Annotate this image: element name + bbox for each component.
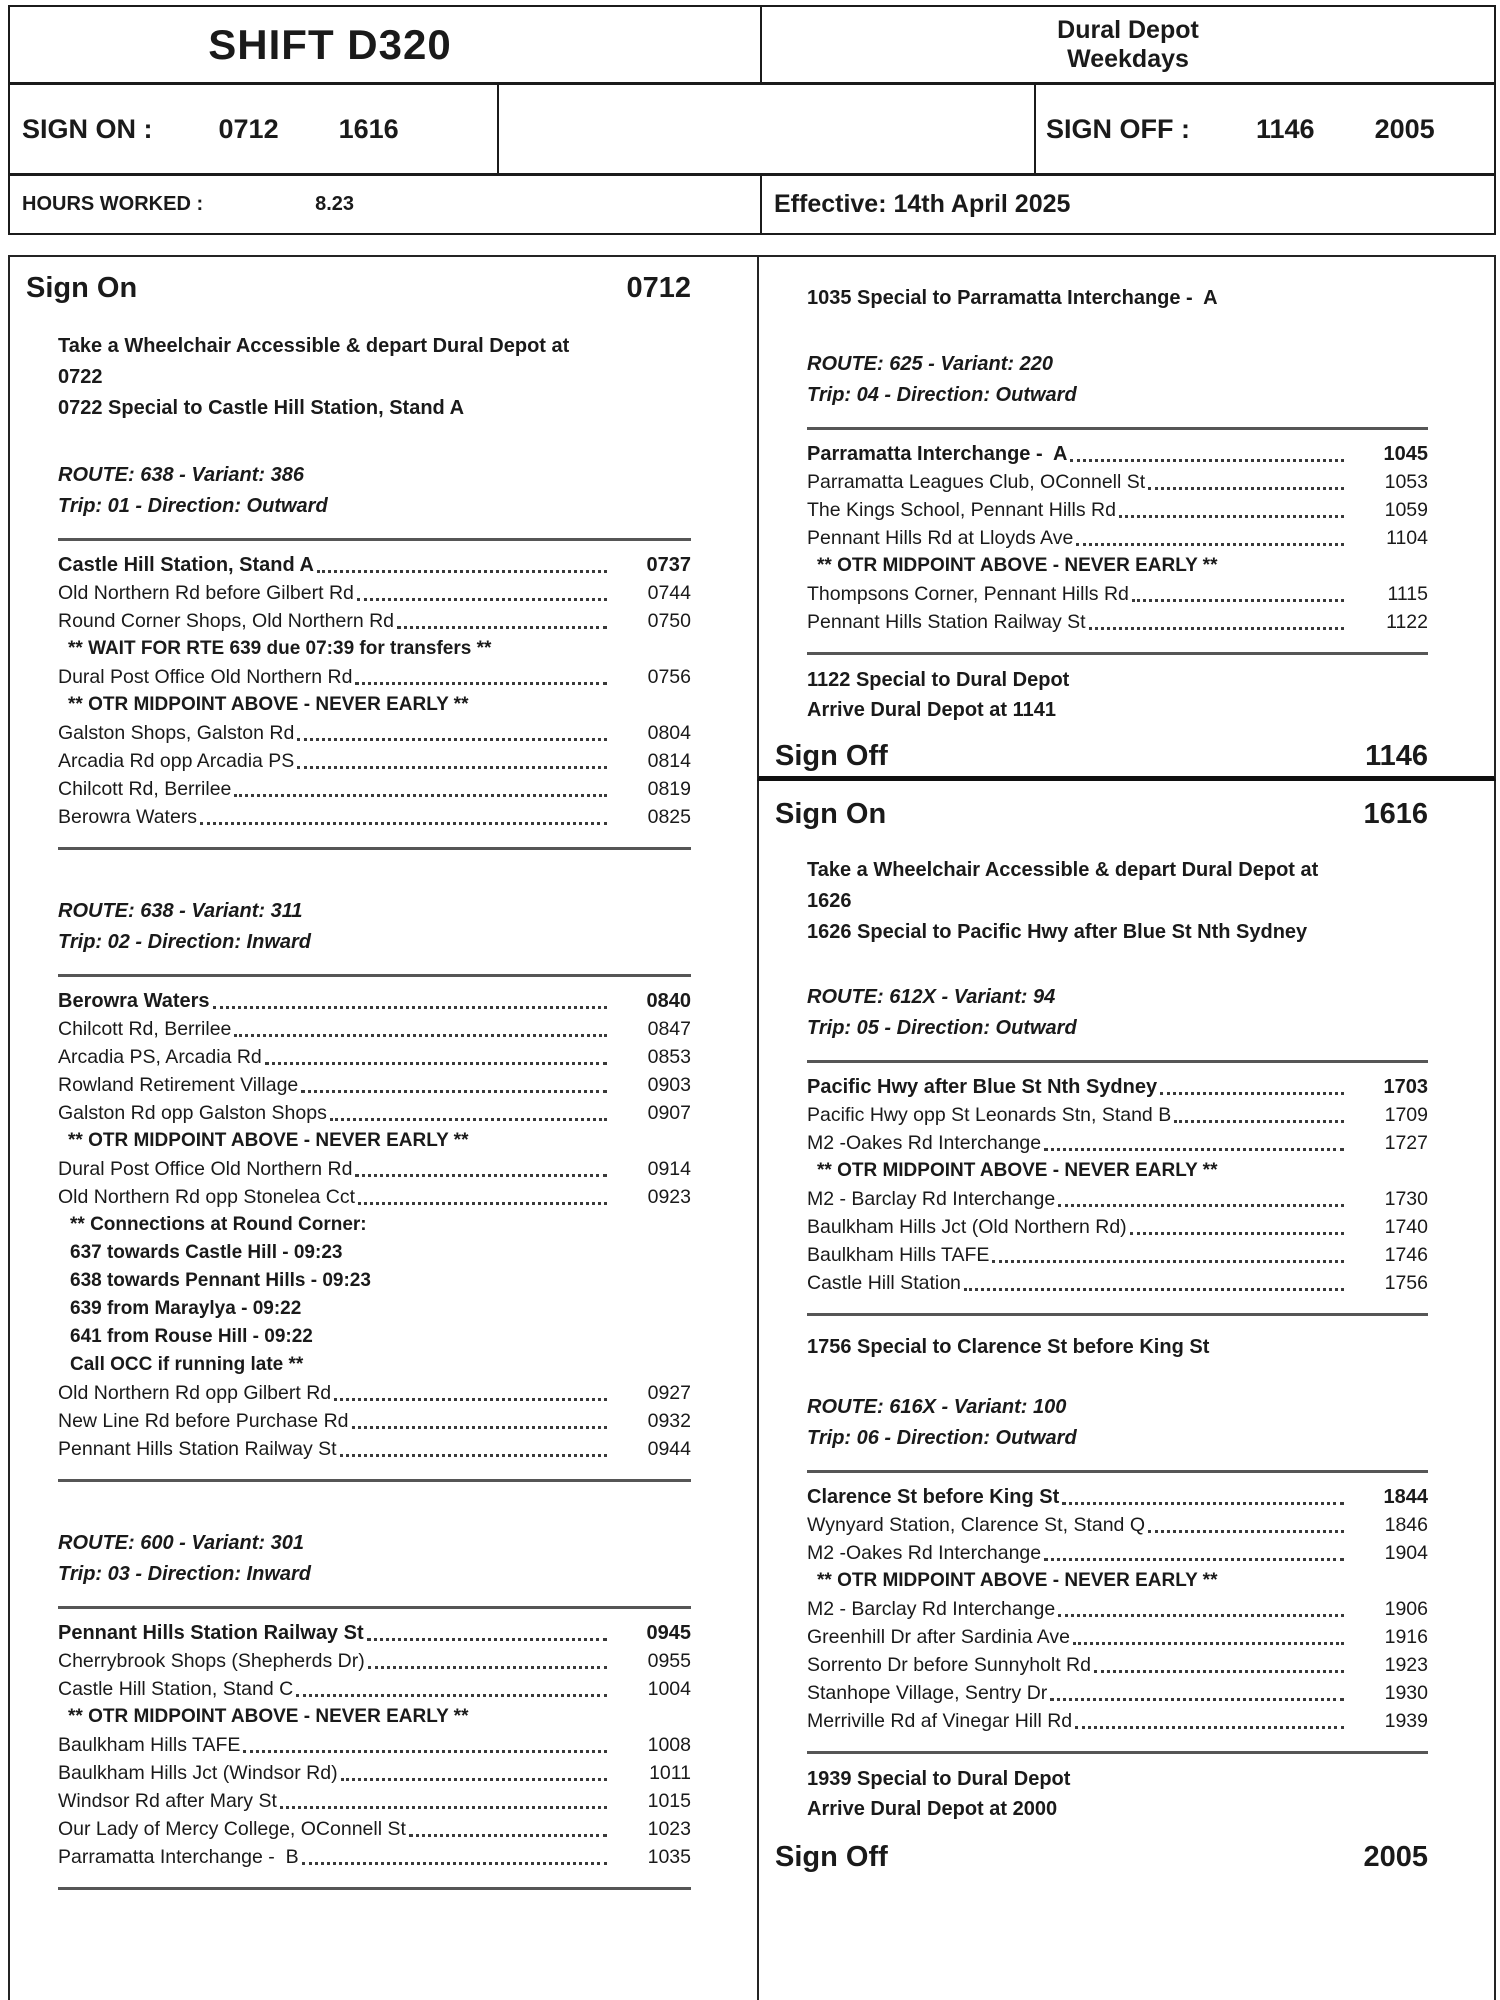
- stop-row: [759, 1595, 1494, 1623]
- sign-off-row: [759, 737, 1494, 775]
- stop-time: 1045: [1383, 443, 1428, 465]
- stop-row: [10, 607, 757, 635]
- stop-row: [10, 719, 757, 747]
- connection-note: 638 towards Pennant Hills - 09:23: [70, 1270, 371, 1291]
- stop-row: [759, 608, 1494, 636]
- special-instruction-line: 1939 Special to Dural Depot: [807, 1768, 1071, 1790]
- stop-time: 1923: [1384, 1654, 1428, 1676]
- sign-off-label: Sign Off: [775, 1841, 888, 1873]
- stop-row: [10, 1787, 757, 1815]
- stop-name: Our Lady of Mercy College, OConnell St: [58, 1818, 406, 1840]
- stop-time: 1746: [1384, 1244, 1428, 1266]
- stop-time: 0923: [647, 1186, 691, 1208]
- stop-name: Parramatta Interchange - A: [807, 443, 1068, 465]
- separator-rule: [58, 1479, 691, 1482]
- route-info-line: ROUTE: 625 - Variant: 220: [807, 353, 1054, 375]
- stop-row: [759, 468, 1494, 496]
- stop-name: Castle Hill Station, Stand C: [58, 1678, 294, 1700]
- stop-name: The Kings School, Pennant Hills Rd: [807, 499, 1116, 521]
- stop-time: 0847: [647, 1018, 691, 1040]
- stop-row: [759, 1129, 1494, 1157]
- stop-time: 0750: [647, 610, 691, 632]
- stop-time: 1059: [1384, 499, 1428, 521]
- stop-time: 1727: [1384, 1132, 1428, 1154]
- dot-leader: [397, 607, 607, 629]
- timing-warning-note: ** OTR MIDPOINT ABOVE - NEVER EARLY **: [817, 1570, 1218, 1591]
- dot-leader: [1119, 496, 1344, 518]
- dot-leader: [1062, 1483, 1344, 1505]
- stop-name: Round Corner Shops, Old Northern Rd: [58, 610, 395, 632]
- dot-leader: [243, 1731, 607, 1753]
- separator-rule: [58, 974, 691, 977]
- stop-time: 1846: [1384, 1514, 1428, 1536]
- stop-name: Thompsons Corner, Pennant Hills Rd: [807, 583, 1129, 605]
- dot-leader: [368, 1647, 607, 1669]
- dot-leader: [1089, 608, 1344, 630]
- right-column-panel: [757, 255, 1496, 2000]
- stop-name: Merriville Rd af Vinegar Hill Rd: [807, 1710, 1073, 1732]
- sign-off-time-2: 2005: [1374, 113, 1435, 144]
- stop-time: 0840: [646, 990, 691, 1012]
- stop-time: 1023: [647, 1818, 691, 1840]
- separator-rule: [58, 847, 691, 850]
- stop-name: Sorrento Dr before Sunnyholt Rd: [807, 1654, 1091, 1676]
- spacer: [759, 1362, 1494, 1392]
- stop-time: 1008: [647, 1734, 691, 1756]
- stop-time: 1930: [1384, 1682, 1428, 1704]
- stop-name: Old Northern Rd opp Stonelea Cct: [58, 1186, 355, 1208]
- stop-time: 0814: [647, 750, 691, 772]
- sign-on-time-1: 0712: [218, 113, 279, 144]
- stop-name: Chilcott Rd, Berrilee: [58, 778, 232, 800]
- stop-time: 0955: [647, 1650, 691, 1672]
- stop-time: 1904: [1384, 1542, 1428, 1564]
- dot-leader: [355, 663, 607, 685]
- dot-leader: [1070, 440, 1344, 462]
- stop-name: Pennant Hills Rd at Lloyds Ave: [807, 527, 1074, 549]
- stop-name: Galston Rd opp Galston Shops: [58, 1102, 327, 1124]
- route-info-line: Trip: 02 - Direction: Inward: [58, 931, 311, 953]
- special-instruction-line: 1035 Special to Parramatta Interchange - A: [807, 287, 1218, 309]
- stop-name: Baulkham Hills Jct (Windsor Rd): [58, 1762, 338, 1784]
- connection-note: 637 towards Castle Hill - 09:23: [70, 1242, 343, 1263]
- instruction-line: 1626: [807, 890, 852, 912]
- timing-warning-note: ** WAIT FOR RTE 639 due 07:39 for transfers **: [68, 638, 492, 659]
- first-half-panel: [757, 255, 1496, 781]
- dot-leader: [358, 1183, 607, 1205]
- header-row-sign-times: [10, 82, 1494, 173]
- sign-off-row: [759, 1838, 1494, 1876]
- stop-name: Baulkham Hills TAFE: [58, 1734, 241, 1756]
- stop-name: M2 - Barclay Rd Interchange: [807, 1598, 1056, 1620]
- stop-time: 1115: [1387, 583, 1428, 605]
- stop-time: 0825: [647, 806, 691, 828]
- dot-leader: [1076, 524, 1344, 546]
- left-column-panel: [8, 255, 759, 2000]
- sign-off-cell: [1036, 85, 1494, 173]
- stop-time: 1844: [1383, 1486, 1428, 1508]
- stop-row: [10, 1155, 757, 1183]
- connection-note: ** Connections at Round Corner:: [70, 1214, 367, 1235]
- stop-name: Old Northern Rd before Gilbert Rd: [58, 582, 354, 604]
- dot-leader: [1044, 1129, 1344, 1151]
- stop-row: [759, 580, 1494, 608]
- stop-row: [759, 1185, 1494, 1213]
- stop-time: 0853: [647, 1046, 691, 1068]
- hours-worked-label: HOURS WORKED :: [22, 193, 204, 215]
- stop-time: 1004: [647, 1678, 691, 1700]
- stop-time: 0903: [647, 1074, 691, 1096]
- connection-note: Call OCC if running late **: [70, 1354, 304, 1375]
- route-info-line: ROUTE: 638 - Variant: 386: [58, 464, 305, 486]
- stop-time: 1906: [1384, 1598, 1428, 1620]
- stop-row: [759, 1241, 1494, 1269]
- stop-name: Berowra Waters: [58, 990, 210, 1012]
- stop-time: 1703: [1383, 1076, 1428, 1098]
- stop-time: 0945: [646, 1622, 691, 1644]
- header-row-title: [10, 7, 1494, 82]
- stop-time: 0927: [647, 1382, 691, 1404]
- dot-leader: [213, 987, 607, 1009]
- stop-row: [759, 1539, 1494, 1567]
- stop-name: Cherrybrook Shops (Shepherds Dr): [58, 1650, 365, 1672]
- sign-off-time: 2005: [1363, 1841, 1428, 1873]
- hours-worked-value: 8.23: [315, 193, 355, 215]
- stop-row: [10, 803, 757, 831]
- stop-row: [759, 524, 1494, 552]
- sign-on-time: 0712: [626, 272, 691, 304]
- stop-time: 1740: [1384, 1216, 1428, 1238]
- stop-row: [759, 496, 1494, 524]
- sign-on-label: SIGN ON :: [22, 113, 153, 144]
- dot-leader: [297, 747, 607, 769]
- route-info-line: ROUTE: 600 - Variant: 301: [58, 1532, 305, 1554]
- spacer: [759, 313, 1494, 349]
- stop-row: [10, 1379, 757, 1407]
- header-row-hours: [10, 173, 1494, 233]
- dot-leader: [1132, 580, 1344, 602]
- separator-rule: [807, 1313, 1428, 1316]
- stop-row: [10, 775, 757, 803]
- stop-time: 0744: [647, 582, 691, 604]
- sign-on-label: Sign On: [26, 272, 138, 304]
- stop-name: M2 - Barclay Rd Interchange: [807, 1188, 1056, 1210]
- sign-off-label: SIGN OFF :: [1046, 113, 1190, 144]
- stop-time: 0819: [647, 778, 691, 800]
- separator-rule: [807, 427, 1428, 430]
- stop-name: Pennant Hills Station Railway St: [58, 1438, 337, 1460]
- spacer: [759, 948, 1494, 982]
- instruction-line: 0722 Special to Castle Hill Station, Stand A: [58, 397, 465, 419]
- stop-name: Berowra Waters: [58, 806, 198, 828]
- stop-name: Chilcott Rd, Berrilee: [58, 1018, 232, 1040]
- second-half-panel: [757, 781, 1496, 2000]
- dot-leader: [234, 775, 607, 797]
- stop-row: [759, 1483, 1494, 1511]
- spacer: [759, 725, 1494, 737]
- instruction-line: Take a Wheelchair Accessible & depart Dural Depot at: [58, 335, 570, 357]
- dot-leader: [357, 579, 607, 601]
- stop-row: [759, 1073, 1494, 1101]
- sign-on-row: [759, 795, 1494, 833]
- separator-rule: [807, 1060, 1428, 1063]
- spacer: [759, 781, 1494, 795]
- stop-row: [10, 1099, 757, 1127]
- sign-on-cell: [10, 85, 497, 173]
- stop-row: [759, 1511, 1494, 1539]
- sign-on-time: 1616: [1363, 798, 1428, 830]
- stop-row: [759, 1269, 1494, 1297]
- stop-name: Castle Hill Station: [807, 1272, 961, 1294]
- dot-leader: [1058, 1595, 1344, 1617]
- dot-leader: [355, 1155, 607, 1177]
- route-info-line: ROUTE: 612X - Variant: 94: [807, 986, 1056, 1008]
- stop-name: Castle Hill Station, Stand A: [58, 554, 314, 576]
- stop-time: 0907: [647, 1102, 691, 1124]
- dot-leader: [1174, 1101, 1344, 1123]
- stop-row: [759, 1213, 1494, 1241]
- dot-leader: [1050, 1679, 1344, 1701]
- spacer: [759, 1824, 1494, 1838]
- stop-name: Pacific Hwy after Blue St Nth Sydney: [807, 1076, 1158, 1098]
- stop-time: 1709: [1384, 1104, 1428, 1126]
- separator-rule: [58, 538, 691, 541]
- sign-on-label: Sign On: [775, 798, 887, 830]
- stop-time: 1104: [1386, 527, 1428, 549]
- stop-time: 0804: [647, 722, 691, 744]
- dot-leader: [367, 1619, 607, 1641]
- stop-time: 0944: [647, 1438, 691, 1460]
- stop-name: Old Northern Rd opp Gilbert Rd: [58, 1382, 332, 1404]
- stop-row: [759, 1679, 1494, 1707]
- stop-name: Parramatta Interchange - B: [58, 1846, 299, 1868]
- stop-name: Wynyard Station, Clarence St, Stand Q: [807, 1514, 1145, 1536]
- stop-name: Galston Shops, Galston Rd: [58, 722, 295, 744]
- dot-leader: [1073, 1623, 1344, 1645]
- dot-leader: [409, 1815, 607, 1837]
- stop-name: Pennant Hills Station Railway St: [807, 611, 1086, 633]
- stop-time: 1730: [1384, 1188, 1428, 1210]
- stop-row: [759, 1707, 1494, 1735]
- dot-leader: [964, 1269, 1344, 1291]
- stop-name: M2 -Oakes Rd Interchange: [807, 1132, 1042, 1154]
- dot-leader: [330, 1099, 607, 1121]
- stop-time: 1011: [649, 1762, 691, 1784]
- dot-leader: [340, 1435, 607, 1457]
- stop-name: M2 -Oakes Rd Interchange: [807, 1542, 1042, 1564]
- timing-warning-note: ** OTR MIDPOINT ABOVE - NEVER EARLY **: [817, 555, 1218, 576]
- stop-row: [10, 1435, 757, 1463]
- stop-time: 1122: [1386, 611, 1428, 633]
- sign-on-row: [10, 269, 757, 307]
- stop-row: [10, 1407, 757, 1435]
- shift-title-cell: [10, 7, 760, 82]
- dot-leader: [1148, 468, 1344, 490]
- separator-rule: [58, 1887, 691, 1890]
- sign-off-time: 1146: [1365, 740, 1428, 772]
- connection-note: 639 from Maraylya - 09:22: [70, 1298, 302, 1319]
- special-instruction-line: Arrive Dural Depot at 2000: [807, 1798, 1058, 1820]
- dot-leader: [992, 1241, 1344, 1263]
- timing-warning-note: ** OTR MIDPOINT ABOVE - NEVER EARLY **: [68, 694, 469, 715]
- special-instruction-line: Arrive Dural Depot at 1141: [807, 699, 1056, 721]
- stop-time: 1053: [1384, 471, 1428, 493]
- separator-rule: [807, 1751, 1428, 1754]
- shift-body: [8, 255, 1496, 2000]
- instruction-line: 1626 Special to Pacific Hwy after Blue St Nth Sydney: [807, 921, 1308, 943]
- stop-row: [759, 1101, 1494, 1129]
- dot-leader: [302, 1843, 607, 1865]
- stop-row: [10, 1647, 757, 1675]
- spacer: [759, 833, 1494, 855]
- stop-row: [759, 1623, 1494, 1651]
- stop-row: [10, 987, 757, 1015]
- spacer: [10, 424, 757, 460]
- stop-name: Clarence St before King St: [807, 1486, 1060, 1508]
- dot-leader: [1148, 1511, 1344, 1533]
- stop-row: [10, 1183, 757, 1211]
- stop-name: Arcadia Rd opp Arcadia PS: [58, 750, 295, 772]
- separator-rule: [58, 1606, 691, 1609]
- instruction-line: 0722: [58, 366, 103, 388]
- stop-time: 0737: [646, 554, 691, 576]
- stop-name: Stanhope Village, Sentry Dr: [807, 1682, 1048, 1704]
- route-info-line: ROUTE: 616X - Variant: 100: [807, 1396, 1067, 1418]
- spacer: [10, 307, 757, 331]
- hours-worked-cell: [10, 176, 760, 233]
- dot-leader: [352, 1407, 608, 1429]
- connection-note: 641 from Rouse Hill - 09:22: [70, 1326, 313, 1347]
- stop-time: 1916: [1384, 1626, 1428, 1648]
- stop-name: New Line Rd before Purchase Rd: [58, 1410, 349, 1432]
- route-info-line: Trip: 04 - Direction: Outward: [807, 384, 1077, 406]
- stop-name: Baulkham Hills Jct (Old Northern Rd): [807, 1216, 1127, 1238]
- stop-row: [10, 747, 757, 775]
- separator-rule: [807, 1470, 1428, 1473]
- sign-off-label: Sign Off: [775, 740, 888, 772]
- stop-row: [10, 1043, 757, 1071]
- dot-leader: [334, 1379, 607, 1401]
- dot-leader: [341, 1759, 607, 1781]
- stop-row: [10, 1731, 757, 1759]
- dot-leader: [1044, 1539, 1344, 1561]
- stop-time: 1035: [647, 1846, 691, 1868]
- stop-time: 1939: [1384, 1710, 1428, 1732]
- timing-warning-note: ** OTR MIDPOINT ABOVE - NEVER EARLY **: [68, 1706, 469, 1727]
- dot-leader: [200, 803, 607, 825]
- stop-row: [10, 663, 757, 691]
- stop-name: Rowland Retirement Village: [58, 1074, 299, 1096]
- spacer: [10, 257, 757, 269]
- dot-leader: [297, 719, 607, 741]
- separator-rule: [807, 652, 1428, 655]
- route-info-line: Trip: 05 - Direction: Outward: [807, 1017, 1077, 1039]
- spacer: [10, 1492, 757, 1528]
- stop-row: [10, 1015, 757, 1043]
- stop-row: [10, 1619, 757, 1647]
- sign-on-time-2: 1616: [338, 113, 399, 144]
- dot-leader: [1075, 1707, 1344, 1729]
- dot-leader: [234, 1015, 607, 1037]
- dot-leader: [1130, 1213, 1344, 1235]
- stop-time: 0932: [647, 1410, 691, 1432]
- effective-date-cell: [760, 176, 1494, 233]
- stop-time: 1015: [647, 1790, 691, 1812]
- route-info-line: Trip: 06 - Direction: Outward: [807, 1427, 1077, 1449]
- timing-warning-note: ** OTR MIDPOINT ABOVE - NEVER EARLY **: [68, 1130, 469, 1151]
- stop-time: 0756: [647, 666, 691, 688]
- dot-leader: [280, 1787, 607, 1809]
- header-empty-cell: [497, 85, 1036, 173]
- stop-row: [10, 1071, 757, 1099]
- stop-row: [10, 1843, 757, 1871]
- depot-cell: [760, 7, 1494, 82]
- sign-off-time-1: 1146: [1256, 113, 1315, 144]
- stop-name: Parramatta Leagues Club, OConnell St: [807, 471, 1146, 493]
- special-instruction-line: 1122 Special to Dural Depot: [807, 669, 1070, 691]
- stop-row: [10, 551, 757, 579]
- dot-leader: [317, 551, 607, 573]
- spacer: [759, 257, 1494, 283]
- header-table: [8, 5, 1496, 235]
- dot-leader: [1094, 1651, 1344, 1673]
- dot-leader: [1160, 1073, 1344, 1095]
- route-info-line: Trip: 01 - Direction: Outward: [58, 495, 328, 517]
- stop-name: Windsor Rd after Mary St: [58, 1790, 277, 1812]
- stop-time: 1756: [1384, 1272, 1428, 1294]
- stop-name: Arcadia PS, Arcadia Rd: [58, 1046, 262, 1068]
- stop-name: Dural Post Office Old Northern Rd: [58, 666, 353, 688]
- stop-name: Greenhill Dr after Sardinia Ave: [807, 1626, 1071, 1648]
- service-days: Weekdays: [1067, 44, 1189, 73]
- dot-leader: [296, 1675, 607, 1697]
- dot-leader: [1058, 1185, 1344, 1207]
- stop-row: [10, 1759, 757, 1787]
- spacer: [10, 860, 757, 896]
- dot-leader: [301, 1071, 607, 1093]
- shift-title: SHIFT D320: [208, 20, 452, 68]
- stop-row: [10, 1675, 757, 1703]
- effective-date: Effective: 14th April 2025: [774, 190, 1071, 218]
- depot-name: Dural Depot: [1057, 15, 1199, 44]
- stop-row: [10, 1815, 757, 1843]
- route-info-line: ROUTE: 638 - Variant: 311: [58, 900, 303, 922]
- stop-row: [10, 579, 757, 607]
- special-instruction-line: 1756 Special to Clarence St before King St: [807, 1336, 1210, 1358]
- timing-warning-note: ** OTR MIDPOINT ABOVE - NEVER EARLY **: [817, 1160, 1218, 1181]
- stop-row: [759, 1651, 1494, 1679]
- dot-leader: [265, 1043, 607, 1065]
- instruction-line: Take a Wheelchair Accessible & depart Dural Depot at: [807, 859, 1319, 881]
- route-info-line: Trip: 03 - Direction: Inward: [58, 1563, 311, 1585]
- stop-name: Pennant Hills Station Railway St: [58, 1622, 364, 1644]
- stop-name: Dural Post Office Old Northern Rd: [58, 1158, 353, 1180]
- stop-name: Pacific Hwy opp St Leonards Stn, Stand B: [807, 1104, 1172, 1126]
- stop-name: Baulkham Hills TAFE: [807, 1244, 990, 1266]
- stop-time: 0914: [647, 1158, 691, 1180]
- stop-row: [759, 440, 1494, 468]
